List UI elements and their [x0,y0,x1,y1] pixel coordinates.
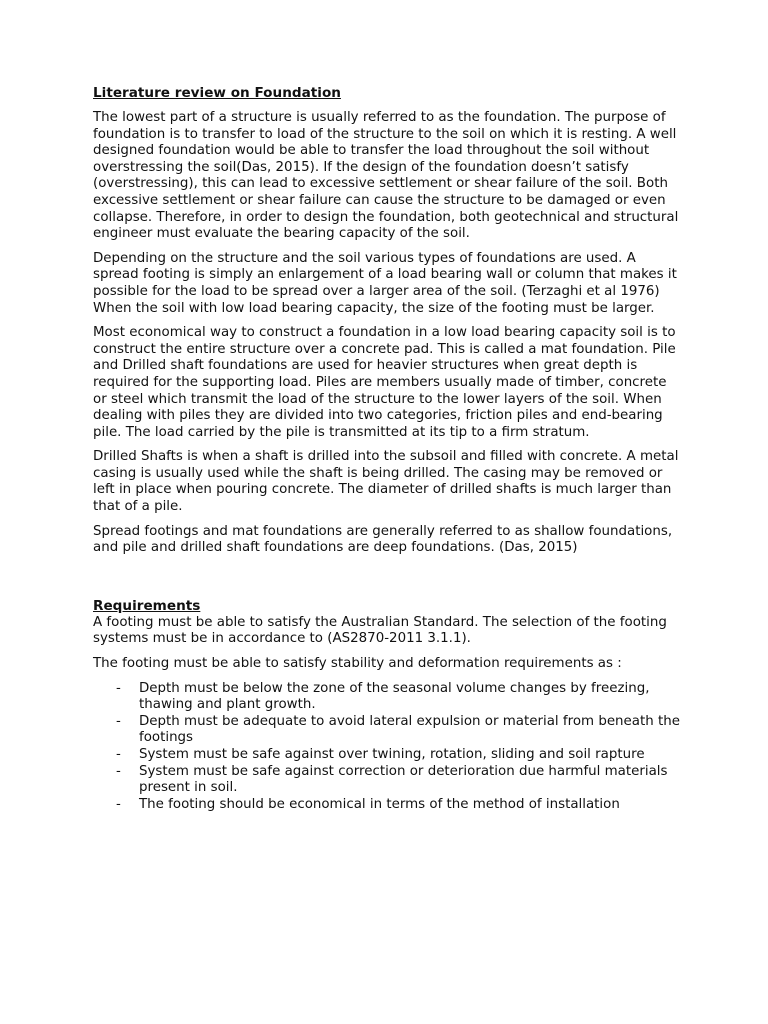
paragraph: The lowest part of a structure is usually referred to as the foundation. The purpose of foundation is to transfer to load of the structure to the soil on which it is resting. A well designed foundation would be able to transfer the load throughout the soil without overstressing the soil(Das, 2015). If the design of the foundation doesn’t satisfy (overstressing), this can lead to excessive settlement or shear failure of the soil. Both excessive settlement or shear failure can cause the structure to be damaged or even collapse. Therefore, in order to design the foundation, both geotechnical and structural engineer must evaluate the bearing capacity of the soil. [93,110,679,242]
document-title: Literature review on Foundation [93,85,341,101]
bullet-marker: - [116,796,121,812]
list-item [93,681,683,714]
paragraph: Spread footings and mat foundations are generally referred to as shallow foundations, and pile and drilled shaft foundations are deep foundations. (Das, 2015) [93,523,673,556]
bullet-marker: - [116,747,121,762]
list-item-text: System must be safe against over twining, rotation, sliding and soil rapture [139,747,645,762]
list-item [93,797,683,814]
requirements-lead: The footing must be able to satisfy stability and deformation requirements as : [93,656,622,672]
list-item [93,714,683,747]
paragraph: Drilled Shafts is when a shaft is drilled into the subsoil and filled with concrete. A metal casing is usually used while the shaft is being drilled. The casing may be removed or left in place when pouring concrete. The diameter of drilled shafts is much larger than that of a pile. [93,449,679,515]
document-body [93,85,683,813]
requirements-list [93,681,683,814]
section-spacer [93,565,683,598]
list-item-text: The footing should be economical in terms of the method of installation [139,796,620,812]
bullet-marker: - [116,763,121,779]
requirements-heading: Requirements [93,597,201,614]
list-item-text: Depth must be adequate to avoid lateral expulsion or material from beneath the footings [139,713,680,746]
list-item-text: Depth must be below the zone of the seasonal volume changes by freezing, thawing and plant growth. [139,680,650,713]
paragraph: Most economical way to construct a foundation in a low load bearing capacity soil is to construct the entire structure over a concrete pad. This is called a mat foundation. Pile and Drilled shaft foundations are used for heavier structures when great depth is required for the supporting load. Piles are members usually made of timber, concrete or steel which transmit the load of the structure to the lower layers of the soil. When dealing with piles they are divided into two categories, friction piles and end-bearing pile. The load carried by the pile is transmitted at its tip to a firm stratum. [93,325,676,440]
list-item [93,747,683,764]
list-item-text: System must be safe against correction or deterioration due harmful materials present in soil. [139,763,668,796]
paragraph: Depending on the structure and the soil various types of foundations are used. A spread footing is simply an enlargement of a load bearing wall or column that makes it possible for the load to be spread over a larger area of the soil. (Terzaghi et al 1976) When the soil with low load bearing capacity, the size of the footing must be larger. [93,250,677,316]
requirements-intro: A footing must be able to satisfy the Australian Standard. The selection of the footing systems must be in accordance to (AS2870-2011 3.1.1). [93,614,667,647]
list-item [93,764,683,797]
bullet-marker: - [116,680,121,696]
bullet-marker: - [116,713,121,729]
